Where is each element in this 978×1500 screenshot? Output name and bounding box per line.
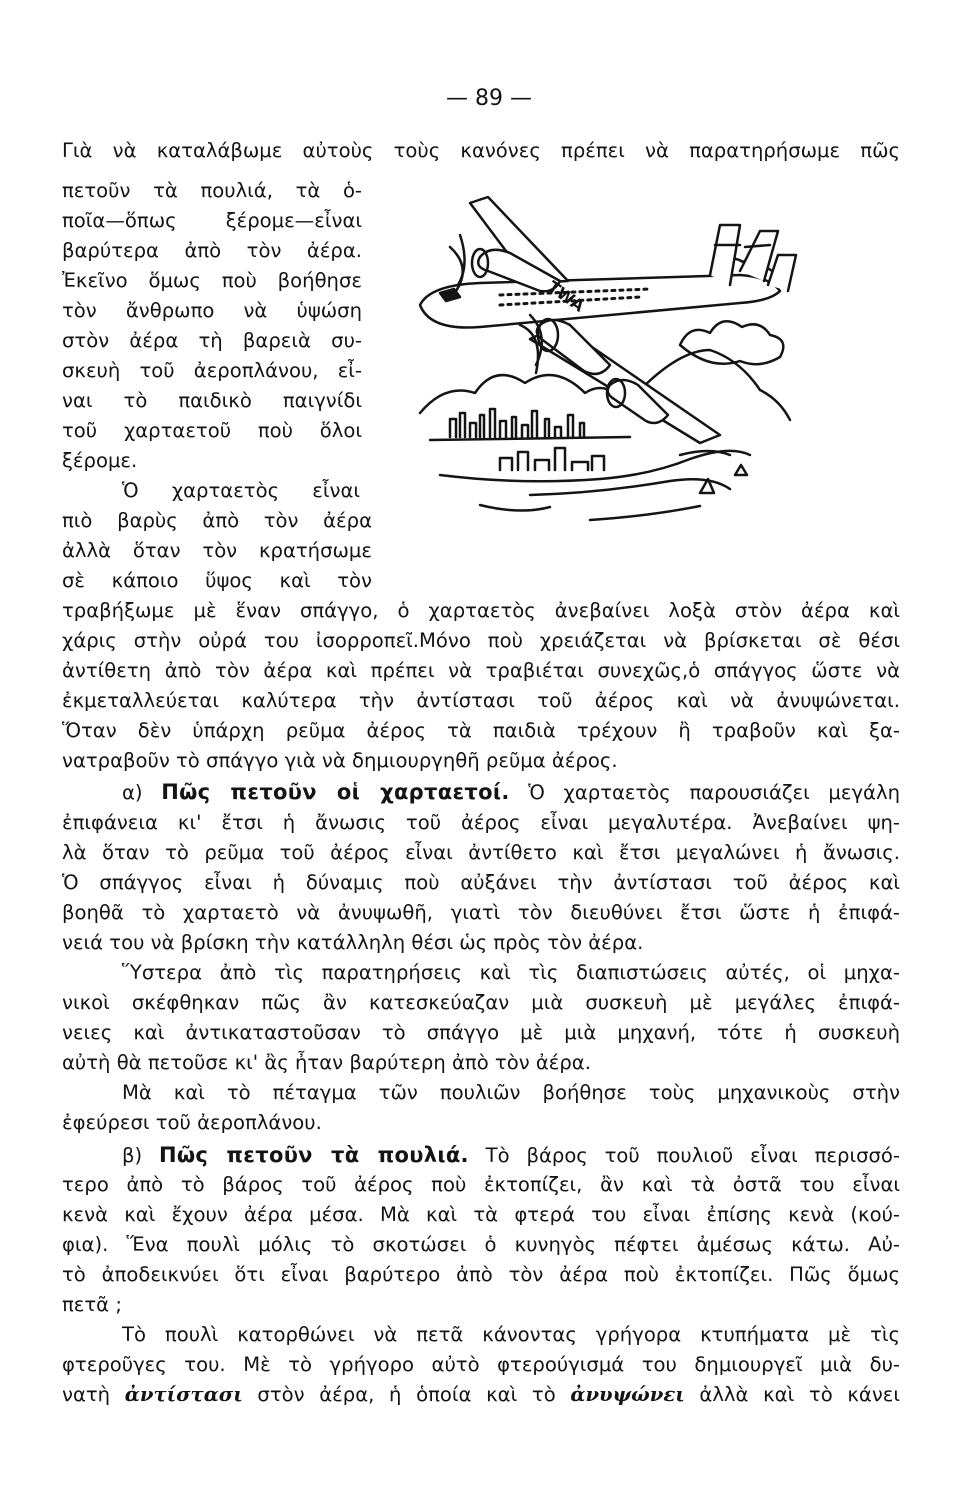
text-line: τερο ἀπὸ τὸ βάρος τοῦ ἀέρος ποὺ ἐκτοπίζει, ἂν καὶ τὰ ὀστᾶ του εἶναι (62, 1173, 900, 1196)
text-line: τὸ ἀποδεικνύει ὅτι εἶναι βαρύτερο ἀπὸ τὸν ἀέρα ποὺ ἐκτοπίζει. Πῶς ὅμως (62, 1263, 900, 1286)
airplane-over-city-illustration (380, 175, 810, 550)
text-line: ἐφεύρεσι τοῦ ἀεροπλάνου. (62, 1111, 322, 1134)
final-line-middle: στὸν ἀέρα, ἡ ὁποία καὶ τὸ (242, 1383, 571, 1406)
text-line: τοῦ χαρταετοῦ ποὺ ὅλοι (62, 419, 362, 442)
text-line: Τὸ πουλὶ κατορθώνει νὰ πετᾶ κάνοντας γρήγορα κτυπήματα μὲ τὶς (122, 1323, 900, 1346)
emphasis-anypsonei: ἀνυψώνει (570, 1383, 685, 1406)
text-line: πετοῦν τὰ πουλιά, τὰ ὁ- (62, 179, 362, 202)
city-skyline (430, 409, 630, 470)
text-line: κενὰ καὶ ἔχουν ἀέρα μέσα. Μὰ καὶ τὰ φτερά του εἶναι ἐπίσης κενὰ (κού- (62, 1203, 900, 1226)
section-a-heading-line (122, 777, 900, 808)
text-line: χάρις στὴν οὐρά του ἰσορροπεῖ.Μόνο ποὺ χρειάζεται νὰ βρίσκεται σὲ θέσι (62, 629, 900, 652)
text-line: ξέρομε. (62, 449, 138, 472)
text-line: ποῖα—ὅπως ξέρομε—εἶναι (62, 209, 362, 232)
text-line: Ἐκεῖνο ὅμως ποὺ βοήθησε (62, 269, 362, 292)
emphasis-antistasi: ἀντίστασι (124, 1383, 243, 1406)
text-line: Ὁ σπάγγος εἶναι ἡ δύναμις ποὺ αὐξάνει τὴν ἀντίστασι τοῦ ἀέρος καὶ (62, 871, 900, 894)
text-line: ἐπιφάνεια κι' ἔτσι ἡ ἄνωσις τοῦ ἀέρος εἶναι μεγαλυτέρα. Ἀνεβαίνει ψη- (62, 811, 900, 834)
text-line: αὐτὴ θὰ πετοῦσε κι' ἂς ἦταν βαρύτερη ἀπὸ τὸν ἀέρα. (62, 1051, 591, 1074)
section-a-prefix: α) (122, 781, 162, 804)
text-line: πετᾶ ; (62, 1293, 122, 1316)
section-b-heading: Πῶς πετοῦν τὰ πουλιά. (158, 1143, 469, 1167)
text-line: νατραβοῦν τὸ σπάγγο γιὰ νὰ δημιουργηθῆ ρεῦμα ἀέρος. (62, 749, 618, 772)
text-line: λὰ ὅταν τὸ ρεῦμα τοῦ ἀέρος εἶναι ἀντίθετο καὶ ἔτσι μεγαλώνει ἡ ἄνωσις. (62, 841, 900, 864)
cloud-shape (680, 321, 783, 364)
text-line: Ὕστερα ἀπὸ τὶς παρατηρήσεις καὶ τὶς διαπιστώσεις αὐτές, οἱ μηχα- (122, 961, 900, 984)
text-line: στὸν ἀέρα τὴ βαρειὰ συ- (62, 329, 362, 352)
section-a-heading: Πῶς πετοῦν οἱ χαρταετοί. (161, 780, 510, 804)
text-line: πιὸ βαρὺς ἀπὸ τὸν ἀέρα (62, 509, 372, 532)
text-line: τὸν ἄνθρωπο νὰ ὑψώση (62, 299, 362, 322)
text-line: βαρύτερα ἀπὸ τὸν ἀέρα. (62, 239, 362, 262)
text-line: ἀλλὰ ὅταν τὸν κρατήσωμε (62, 539, 372, 562)
text-line: νικοὶ σκέφθηκαν πῶς ἂν κατεσκεύαζαν μιὰ συσκευὴ μὲ μεγάλες ἐπιφά- (62, 991, 900, 1014)
section-a-first-line: Ὁ χαρταετὸς παρουσιάζει μεγάλη (509, 781, 900, 804)
text-line: Ὁ χαρταετὸς εἶναι (122, 479, 360, 502)
final-line-end: ἀλλὰ καὶ τὸ κάνει (684, 1383, 900, 1406)
text-line: σὲ κάποιο ὕψος καὶ τὸν (62, 569, 372, 592)
text-line: τραβήξωμε μὲ ἕναν σπάγγο, ὁ χαρταετὸς ἀνεβαίνει λοξὰ στὸν ἀέρα καὶ (62, 599, 900, 622)
text-line: ἐκμεταλλεύεται καλύτερα τὴν ἀντίστασι τοῦ ἀέρος καὶ νὰ ἀνυψώνεται. (62, 689, 900, 712)
text-line: φτεροῦγες του. Μὲ τὸ γρήγορο αὐτὸ φτερούγισμά του δημιουργεῖ μιὰ δυ- (62, 1353, 900, 1376)
text-line: νειες καὶ ἀντικαταστοῦσαν τὸ σπάγγο μὲ μιὰ μηχανή, τότε ἡ συσκευὴ (62, 1021, 900, 1044)
section-b-first-line: Τὸ βάρος τοῦ πουλιοῦ εἶναι περισσό- (468, 1144, 900, 1167)
section-b-final-line (62, 1380, 900, 1410)
text-line: Ὅταν δὲν ὑπάρχη ρεῦμα ἀέρος τὰ παιδιὰ τρέχουν ἢ τραβοῦν καὶ ξα- (62, 719, 900, 742)
text-line: βοηθᾶ τὸ χαρταετὸ νὰ ἀνυψωθῆ, γιατὶ τὸν διευθύνει ἔτσι ὥστε ἡ ἐπιφά- (62, 901, 900, 924)
text-line: φια). Ἕνα πουλὶ μόλις τὸ σκοτώσει ὁ κυνηγὸς πέφτει ἀμέσως κάτω. Αὐ- (62, 1233, 900, 1256)
fuselage-logo: TWA (544, 277, 589, 316)
section-b-heading-line (122, 1140, 900, 1171)
text-line: Μὰ καὶ τὸ πέταγμα τῶν πουλιῶν βοήθησε τοὺς μηχανικοὺς στὴν (122, 1081, 900, 1104)
text-line: ναι τὸ παιδικὸ παιγνίδι (62, 389, 362, 412)
final-line-start: νατὴ (62, 1383, 125, 1406)
text-line: νειά του νὰ βρίσκη τὴν κατάλληλη θέσι ὡς πρὸς τὸν ἀέρα. (62, 931, 644, 954)
page-number: — 89 — (446, 86, 532, 111)
section-b-prefix: β) (122, 1144, 159, 1167)
text-line: ἀντίθετη ἀπὸ τὸν ἀέρα καὶ πρέπει νὰ τραβιέται συνεχῶς,ὁ σπάγγος ὥστε νὰ (62, 659, 900, 682)
text-line: σκευὴ τοῦ ἀεροπλάνου, εἶ- (62, 359, 362, 382)
text-line: Γιὰ νὰ καταλάβωμε αὐτοὺς τοὺς κανόνες πρέπει νὰ παρατηρήσωμε πῶς (62, 139, 900, 162)
